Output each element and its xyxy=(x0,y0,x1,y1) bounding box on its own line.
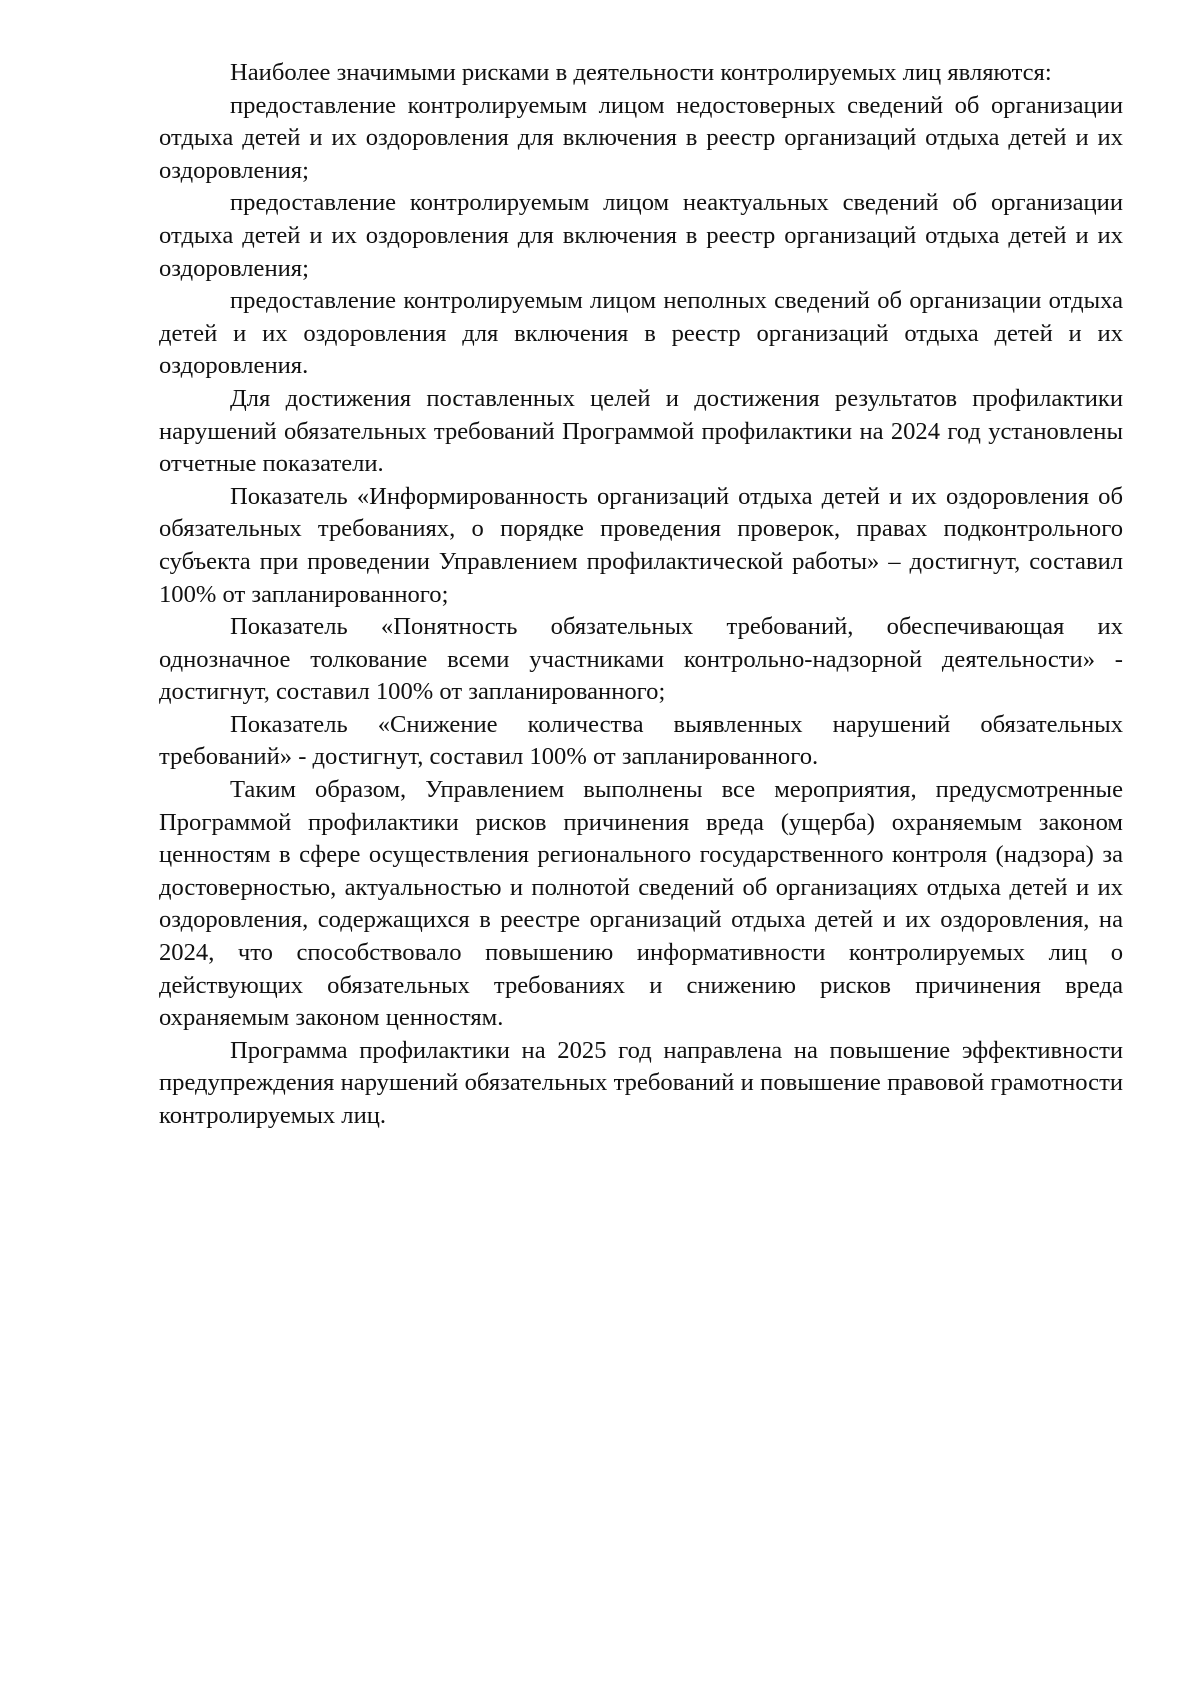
paragraph-risk-outdated: предоставление контролируемым лицом неактуальных сведений об организации отдыха детей и их оздоровления для включения в реестр организаций отдыха детей и их оздоровления; xyxy=(159,189,1123,282)
document-body xyxy=(159,57,1123,1133)
paragraph-indicator-awareness: Показатель «Информированность организаций отдыха детей и их оздоровления об обязательных требованиях, о порядке проведения проверок, правах подконтрольного субъекта при проведении Управлением профилактической работы» – достигнут, составил 100% от запланированного; xyxy=(159,482,1123,608)
paragraph-indicator-clarity: Показатель «Понятность обязательных требований, обеспечивающая их однозначное толкование всеми участниками контрольно-надзорной деятельности» - достигнут, составил 100% от запланированного; xyxy=(159,613,1123,706)
paragraph-risks-intro: Наиболее значимыми рисками в деятельности контролируемых лиц являются: xyxy=(230,59,1052,86)
paragraph-risk-incomplete: предоставление контролируемым лицом неполных сведений об организации отдыха детей и их оздоровления для включения в реестр организаций отдыха детей и их оздоровления. xyxy=(159,287,1123,380)
paragraph-program-2025: Программа профилактики на 2025 год направлена на повышение эффективности предупреждения нарушений обязательных требований и повышение правовой грамотности контролируемых лиц. xyxy=(159,1036,1123,1129)
paragraph-indicator-reduction: Показатель «Снижение количества выявленных нарушений обязательных требований» - достигнут, составил 100% от запланированного. xyxy=(159,710,1123,771)
paragraph-indicators-intro: Для достижения поставленных целей и достижения результатов профилактики нарушений обязательных требований Программой профилактики на 2024 год установлены отчетные показатели. xyxy=(159,384,1123,478)
paragraph-conclusion: Таким образом, Управлением выполнены все мероприятия, предусмотренные Программой профилактики рисков причинения вреда (ущерба) охраняемым законом ценностям в сфере осуществления регионального государственного контроля (надзора) за достоверностью, актуальностью и полнотой сведений об организациях отдыха детей и их оздоровления, содержащихся в реестре организаций отдыха детей и их оздоровления, на 2024, что способствовало повышению информативности контролируемых лиц о действующих обязательных требованиях и снижению рисков причинения вреда охраняемым законом ценностям. xyxy=(159,776,1123,1032)
paragraph-risk-inaccurate: предоставление контролируемым лицом недостоверных сведений об организации отдыха детей и их оздоровления для включения в реестр организаций отдыха детей и их оздоровления; xyxy=(159,91,1123,184)
